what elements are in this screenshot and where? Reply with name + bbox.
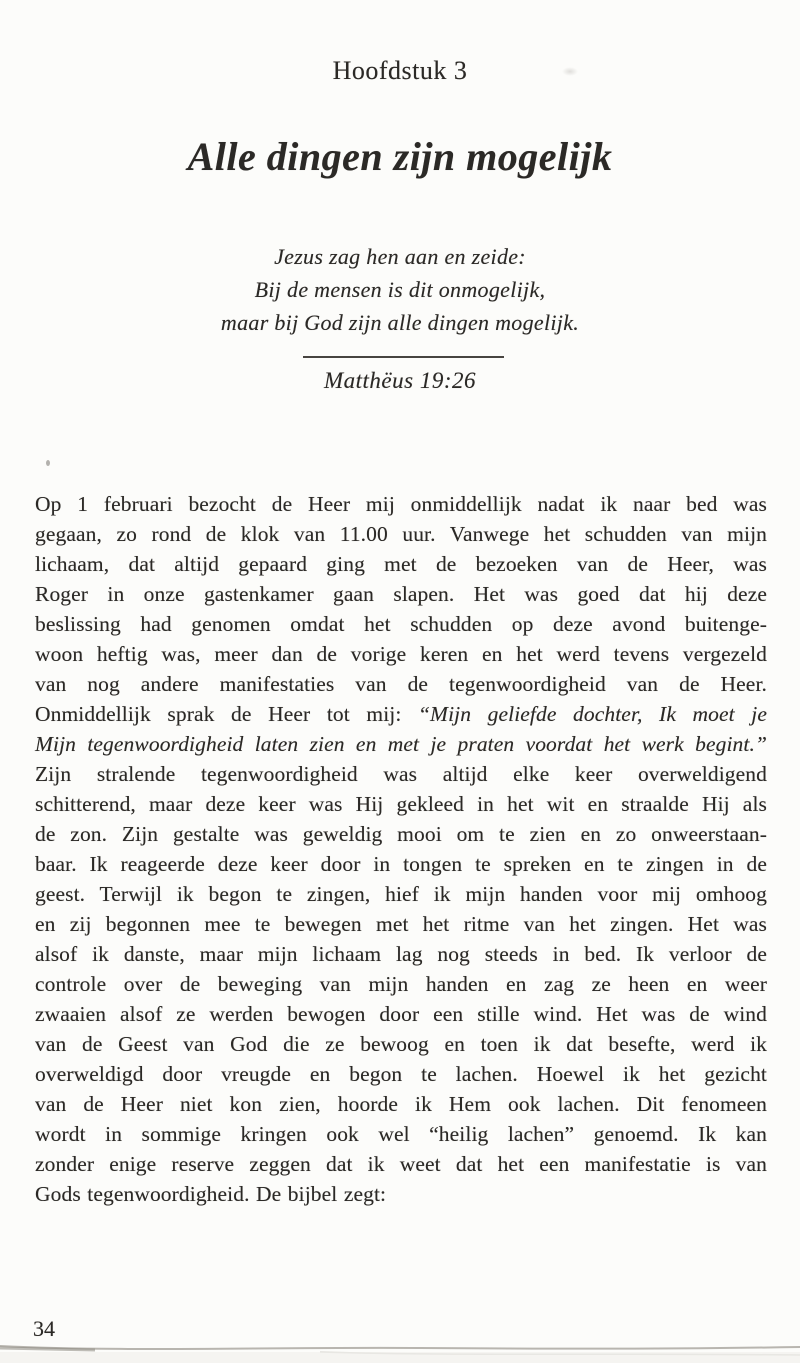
body-line: van nog andere manifestaties van de tegenwoordigheid van de Heer.: [35, 672, 767, 696]
body-line: Roger in onze gastenkamer gaan slapen. Het was goed dat hij deze: [35, 582, 767, 606]
body-line: geest. Terwijl ik begon te zingen, hief ik mijn handen voor mij omhoog: [35, 882, 767, 906]
epigraph-line: maar bij God zijn alle dingen mogelijk.: [220, 310, 580, 335]
page-number: 34: [33, 1316, 55, 1341]
body-line: Zijn stralende tegenwoordigheid was altijd elke keer overweldigend: [35, 762, 767, 786]
body-line: Op 1 februari bezocht de Heer mij onmiddellijk nadat ik naar bed was: [35, 492, 767, 516]
page-edge-line: [0, 1340, 800, 1363]
body-line: wordt in sommige kringen ook wel “heilig lachen” genoemd. Ik kan: [35, 1122, 767, 1146]
body-line: van de Geest van God die ze bewoog en toen ik dat besefte, werd ik: [35, 1032, 767, 1056]
body-line: en zij begonnen mee te bewegen met het ritme van het zingen. Het was: [35, 912, 767, 936]
epigraph: [0, 240, 800, 339]
body-line: alsof ik danste, maar mijn lichaam lag nog steeds in bed. Ik verloor de: [35, 942, 767, 966]
epigraph-divider: [303, 356, 504, 358]
chapter-label: Hoofdstuk 3: [332, 56, 468, 85]
body-line: Onmiddellijk sprak de Heer tot mij: “Mijn geliefde dochter, Ik moet je: [35, 702, 767, 726]
epigraph-reference: Matthëus 19:26: [323, 368, 476, 393]
epigraph-line: Bij de mensen is dit onmogelijk,: [254, 277, 546, 302]
body-line: beslissing had genomen omdat het schudden op deze avond buitenge-: [35, 612, 767, 636]
body-line: controle over de beweging van mijn handen en zag ze heen en weer: [35, 972, 767, 996]
body-line: lichaam, dat altijd gepaard ging met de bezoeken van de Heer, was: [35, 552, 767, 576]
body-line: zonder enige reserve zeggen dat ik weet dat het een manifestatie is van: [35, 1152, 767, 1176]
scan-artifact-dot: [46, 460, 50, 466]
body-line: Gods tegenwoordigheid. De bijbel zegt:: [35, 1182, 387, 1206]
body-line: Mijn tegenwoordigheid laten zien en met je praten voordat het werk begint.”: [35, 732, 767, 756]
body-line: schitterend, maar deze keer was Hij gekleed in het wit en straalde Hij als: [35, 792, 767, 816]
body-line: gegaan, zo rond de klok van 11.00 uur. Vanwege het schudden van mijn: [35, 522, 767, 546]
body-line: overweldigd door vreugde en begon te lachen. Hoewel ik het gezicht: [35, 1062, 767, 1086]
body-line: baar. Ik reageerde deze keer door in tongen te spreken en te zingen in de: [35, 852, 767, 876]
body-line: de zon. Zijn gestalte was geweldig mooi om te zien en zo onweerstaan-: [35, 822, 767, 846]
epigraph-line: Jezus zag hen aan en zeide:: [274, 244, 526, 269]
body-line: van de Heer niet kon zien, hoorde ik Hem ook lachen. Dit fenomeen: [35, 1092, 767, 1116]
chapter-title: Alle dingen zijn mogelijk: [187, 134, 613, 179]
body-line: woon heftig was, meer dan de vorige keren en het werd tevens vergezeld: [35, 642, 767, 666]
body-line: zwaaien alsof ze werden bewogen door een stille wind. Het was de wind: [35, 1002, 767, 1026]
body-text: [35, 489, 767, 1209]
